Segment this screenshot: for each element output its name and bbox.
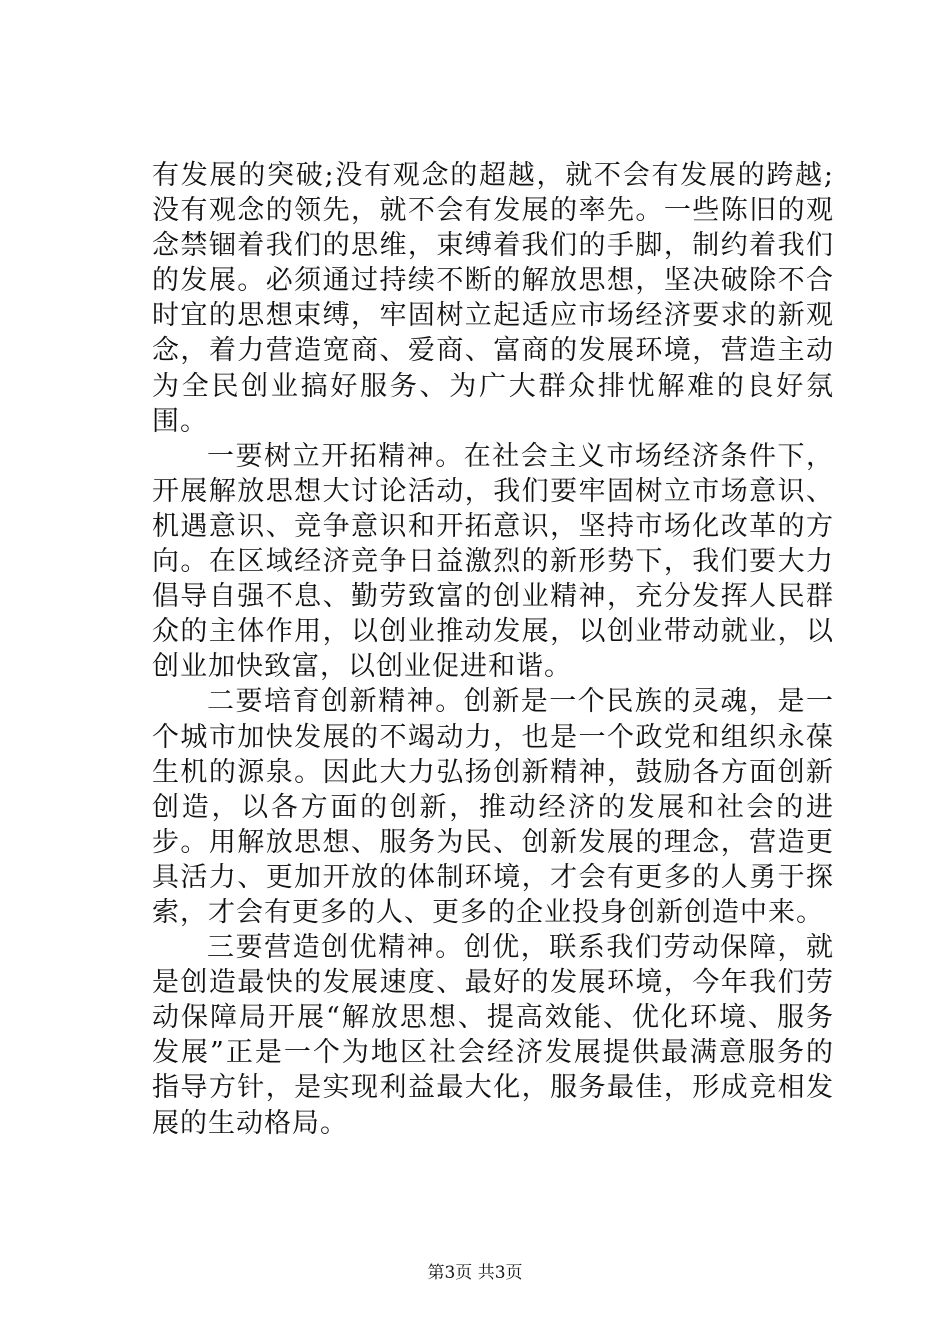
paragraph-excellence-spirit: 三要营造创优精神。创优，联系我们劳动保障，就是创造最快的发展速度、最好的发展环境，今年我们劳动保障局开展“解放思想、提高效能、优化环境、服务发展”正是一个为地区社会经济发展提供最满意服务的指导方针，是实现利益最大化，服务最佳，形成竞相发展的生动格局。 bbox=[152, 932, 834, 1139]
paragraph-pioneering-spirit: 一要树立开拓精神。在社会主义市场经济条件下，开展解放思想大讨论活动，我们要牢固树立市场意识、机遇意识、竞争意识和开拓意识，坚持市场化改革的方向。在区域经济竞争日益激烈的新形势下，我们要大力倡导自强不息、勤劳致富的创业精神，充分发挥人民群众的主体作用，以创业推动发展，以创业带动就业，以创业加快致富，以创业促进和谐。 bbox=[152, 440, 834, 683]
paragraph-innovation-spirit: 二要培育创新精神。创新是一个民族的灵魂，是一个城市加快发展的不竭动力，也是一个政党和组织永葆生机的源泉。因此大力弘扬创新精神，鼓励各方面创新创造，以各方面的创新，推动经济的发展和社会的进步。用解放思想、服务为民、创新发展的理念，营造更具活力、更加开放的体制环境，才会有更多的人勇于探索，才会有更多的人、更多的企业投身创新创造中来。 bbox=[152, 686, 834, 928]
document-body bbox=[152, 158, 834, 1141]
paragraph-continuation: 有发展的突破;没有观念的超越，就不会有发展的跨越;没有观念的领先，就不会有发展的率先。一些陈旧的观念禁锢着我们的思维，束缚着我们的手脚，制约着我们的发展。必须通过持续不断的解放思想，坚决破除不合时宜的思想束缚，牢固树立起适应市场经济要求的新观念，着力营造宽商、爱商、富商的发展环境，营造主动为全民创业搞好服务、为广大群众排忧解难的良好氛围。 bbox=[152, 160, 834, 437]
page-number-footer: 第3页 共3页 bbox=[427, 1263, 523, 1283]
